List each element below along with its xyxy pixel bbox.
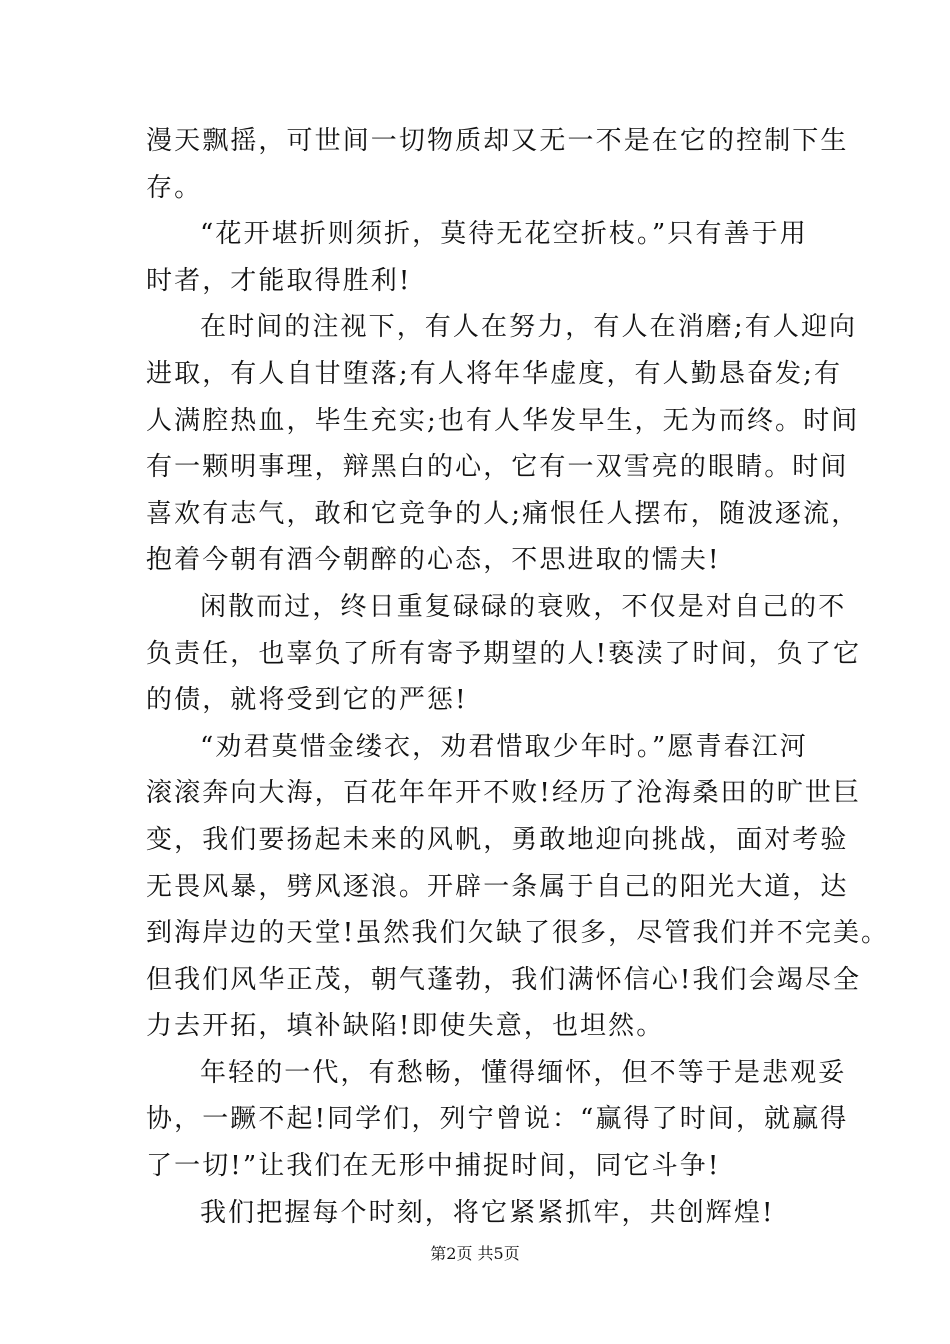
text-line: “劝君莫惜金缕衣，劝君惜取少年时。”愿青春江河 [200,731,808,762]
text-line: 漫天飘摇，可世间一切物质却又无一不是在它的控制下生 [146,126,849,156]
paragraph-7 [146,1190,836,1237]
text-line: 闲散而过，终日重复碌碌的衰败，不仅是对自己的不 [200,591,847,622]
text-line: 人满腔热血，毕生充实;也有人华发早生，无为而终。时间 [146,405,860,436]
text-line: 的债，就将受到它的严惩! [146,685,468,716]
text-line: 滚滚奔向大海，百花年年开不败!经历了沧海桑田的旷世巨 [146,778,862,809]
paragraph-3 [146,304,860,584]
text-line: 有一颗明事理，辩黑白的心，它有一双雪亮的眼睛。时间 [146,452,849,483]
page-number-footer: 第2页 共5页 [430,1244,520,1263]
text-line: 进取，有人自甘堕落;有人将年华虚度，有人勤恳奋发;有 [146,358,843,389]
text-line: 喜欢有志气，敢和它竞争的人;痛恨任人摆布，随波逐流， [146,498,860,529]
paragraph-1 [146,118,849,211]
text-line: “花开堪折则须折，莫待无花空折枝。”只有善于用 [200,219,808,250]
text-line: 无畏风暴，劈风逐浪。开辟一条属于自己的阳光大道，达 [146,871,849,902]
paragraph-5 [146,724,890,1050]
text-line: 时者，才能取得胜利! [146,265,412,296]
text-line: 协，一蹶不起!同学们，列宁曾说：“赢得了时间，就赢得 [146,1104,849,1135]
text-line: 年轻的一代，有愁畅，懂得缅怀，但不等于是悲观妥 [200,1057,847,1088]
document-body [146,118,890,1236]
paragraph-2 [146,211,836,304]
text-line: 抱着今朝有酒今朝醉的心态，不思进取的懦夫! [146,545,721,576]
text-line: 在时间的注视下，有人在努力，有人在消磨;有人迎向 [200,312,858,343]
text-line: 负责任，也辜负了所有寄予期望的人!亵渎了时间，负了它 [146,638,862,669]
text-line: 变，我们要扬起未来的风帆，勇敢地迎向挑战，面对考验 [146,824,849,855]
text-line: 存。 [146,172,203,203]
paragraph-6 [146,1050,849,1190]
paragraph-4 [146,584,862,724]
text-line: 力去开拓，填补缺陷!即使失意，也坦然。 [146,1011,665,1042]
text-line: 了一切!”让我们在无形中捕捉时间，同它斗争! [146,1151,721,1182]
text-line: 到海岸边的天堂!虽然我们欠缺了很多，尽管我们并不完美。 [146,918,890,949]
text-line: 但我们风华正茂，朝气蓬勃，我们满怀信心!我们会竭尽全 [146,964,862,995]
text-line: 我们把握每个时刻，将它紧紧抓牢，共创辉煌! [200,1197,775,1228]
